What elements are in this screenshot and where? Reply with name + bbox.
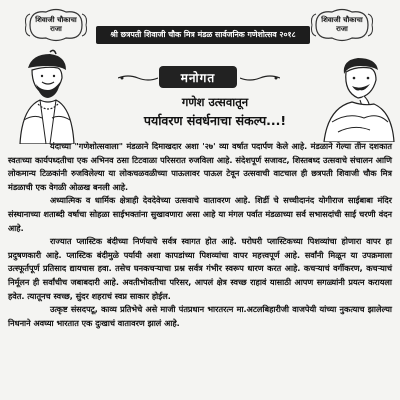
paragraph <box>8 140 392 194</box>
flourish-left-icon <box>118 74 158 82</box>
paragraph-text: अध्यात्मिक व धार्मिक क्षेत्राही देवदेवेच्या उत्सवाचे वातावरण आहे. शिर्डी चे सच्चीदानंद योगीराज साईबाबा मंदिर संस्थानाच्या शताब्दी वर्षाचा सोहळा साईभक्तांना सुखावणारा असा आहे या मंगल पर्वात मंडळाच्या सर्व सभासदांची साई चरणी वंदन आहे. <box>8 195 392 233</box>
paragraph-text: राज्यात प्लास्टिक बंदीच्या निर्णयाचे सर्वत्र स्वागत होत आहे. घरोघरी प्लास्टिकच्या पिशव्यांचा होणारा वापर हा प्रदुषणकारी आहे. प्लास्टिक बंदीमुळे पर्यायी अशा कापडांच्या पिशव्यांचा वापर महत्त्वपूर्ण आहे. सर्वांनी मिळून या उपक्रमाला उत्स्फूर्तपूर्ण प्रतिसाद द्यायचास हवा. तसेच घनकचऱ्याचा प्रश्न सर्वत्र गंभीर स्वरूप धारण करत आहे. कचऱ्याचं वर्गीकरण, कचऱ्याचं निर्मूलन ही सर्वांचीच जबाबदारी आहे. अवतीभोवतीचा परिसर, आपलं क्षेत्र स्वच्छ राहावं यासाठी आपण सगळ्यांनी प्रयत्न करायला हवेत. त्यातूनच स्वच्छ, सुंदर शहराचं स्वप्न साकार होईल. <box>8 236 392 301</box>
badge-line1: शिवाजी चौकाचा <box>35 16 77 24</box>
left-corner-badge <box>24 6 88 44</box>
paragraph-text: उत्कृष्ट संसदपटू, काव्य प्रतिभेचे असे माजी पंतप्रधान भारतरत्न मा.अटलबिहारीजी वाजपेयी यांच्या नुकत्याच झालेल्या निधनाने अवघ्या भारतात एक दुःखाचं वातावरण झालं आहे. <box>8 304 392 328</box>
portrait-left-illustration <box>10 48 82 144</box>
article-body <box>8 140 392 330</box>
badge-line2: राजा <box>50 25 62 33</box>
page-title: मनोगत <box>159 66 237 88</box>
paragraph <box>8 303 392 330</box>
badge-line2: राजा <box>336 25 348 33</box>
paragraph-text: यंदाच्या "गणेशोत्सवाला" मंडळाने दिमाखदार अशा '२७' व्या वर्षात पदार्पण केले आहे. मंडळाने गेल्या तीन दशकात स्वतःच्या कार्यपध्दतीचा एक अभिनव ठसा टिटवाळा परिसरात रुजविला आहे. संदेशपूर्ण सजावट, शिस्तबध्द उत्सवाचे संचालन आणि लोकमान्य टिळकांनी रुजविलेल्या या लोकचळवळीच्या पाऊलावर पाऊल टेवून उत्सवाची वाटचाल ही छत्रपती शिवाजी चौक मित्र मंडळाची एक वेगळी ओळख बनली आहे. <box>8 141 392 192</box>
badge-line1: शिवाजी चौकाचा <box>321 16 363 24</box>
subheading-ganesh-utsav: गणेश उत्सवातून <box>181 95 249 109</box>
header-banner: श्री छत्रपती शिवाजी चौक मित्र मंडळ सार्वजनिक गणेशोत्सव २०१८ <box>96 26 310 44</box>
flourish-right-icon <box>240 74 280 82</box>
portrait-right-illustration <box>318 52 396 142</box>
subheading-environment-pledge: पर्यावरण संवर्धनाचा संकल्प...! <box>143 113 287 128</box>
paragraph <box>8 194 392 235</box>
paragraph <box>8 235 392 303</box>
right-corner-badge <box>310 6 374 44</box>
